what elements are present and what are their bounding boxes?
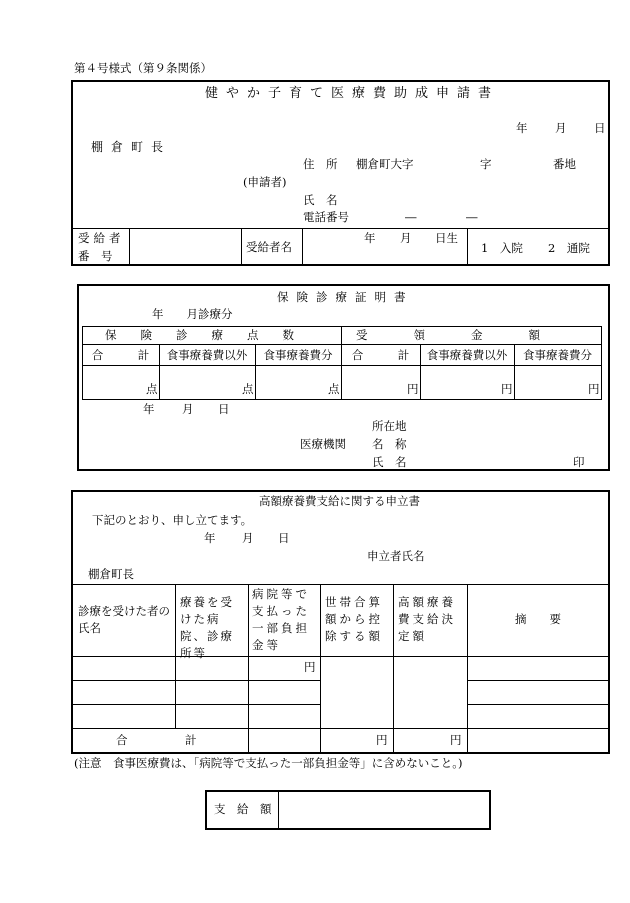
payment-label: 支 給 額 — [214, 802, 272, 816]
address-aza: 字 — [480, 157, 492, 171]
unit-yen-2: 円 — [501, 382, 513, 396]
location-label: 所在地 — [372, 419, 407, 433]
cert-date-month: 月 — [182, 402, 194, 416]
outpatient-option: 2 通院 — [548, 241, 590, 255]
unit-point-3: 点 — [328, 382, 340, 396]
petition-addressee: 棚倉町長 — [88, 567, 134, 581]
col-yen-total: 合 計 — [351, 348, 410, 362]
col-points-total: 合 計 — [91, 348, 150, 362]
col-points-non-meal: 食事療養費以外 — [166, 348, 248, 362]
cert-date-year: 年 — [143, 402, 155, 416]
recipient-name-label: 受給者名 — [246, 240, 292, 254]
petition-statement: 下記のとおり、申し立てます。 — [92, 513, 253, 527]
phone-label: 電話番号 — [303, 210, 349, 224]
app-date-month: 月 — [555, 121, 567, 135]
col-points-meal: 食事療養費分 — [263, 348, 333, 362]
col-yen-meal: 食事療養費分 — [523, 348, 592, 362]
col-remarks-header: 摘 要 — [515, 612, 561, 626]
unit-point-2: 点 — [242, 382, 254, 396]
unit-point-1: 点 — [146, 382, 158, 396]
application-box — [71, 80, 610, 266]
total-unit-yen-1: 円 — [376, 733, 388, 747]
address-label: 住 所 — [303, 157, 338, 171]
application-title: 健やか子育て医療費助成申請書 — [205, 86, 500, 101]
petition-date-day: 日 — [278, 531, 290, 545]
birth-year: 年 — [364, 231, 376, 245]
certificate-period: 年 月診療分 — [152, 307, 233, 321]
person-name-label: 氏 名 — [372, 455, 407, 469]
unit-yen-3: 円 — [588, 382, 600, 396]
total-unit-yen-2: 円 — [450, 733, 462, 747]
petition-title: 高額療養費支給に関する申立書 — [259, 494, 420, 508]
phone-dash-1: ― — [405, 210, 417, 224]
certificate-title: 保険診療証明書 — [277, 290, 414, 304]
recipient-no-label-2: 番 号 — [78, 249, 113, 263]
institution-label: 医療機関 — [300, 437, 346, 451]
address-town: 棚倉町大字 — [356, 157, 414, 171]
cert-date-day: 日 — [218, 402, 230, 416]
received-header: 受領金額 — [356, 328, 586, 342]
recipient-no-label-1: 受給者 — [78, 231, 125, 245]
applicant-label: (申請者) — [243, 175, 287, 189]
address-banchi: 番地 — [553, 157, 576, 171]
petition-total-label: 合 計 — [116, 733, 197, 747]
petition-date-year: 年 — [204, 531, 216, 545]
inpatient-option: 1 入院 — [481, 241, 523, 255]
unit-yen-1: 円 — [407, 382, 419, 396]
col-decided-header: 高額療養費支給決定額 — [398, 595, 456, 643]
col-copay-header: 病院等で支払った一部負担金等 — [252, 587, 310, 652]
name-label: 氏 名 — [303, 193, 338, 207]
form-label: 第４号様式（第９条関係） — [74, 61, 212, 75]
inst-name-label: 名 称 — [372, 437, 407, 451]
app-date-day: 日 — [594, 121, 606, 135]
birth-day: 日生 — [435, 231, 458, 245]
points-header: 保険診療点数 — [105, 328, 318, 342]
note-text: (注意 食事医療費は、「病院等で支払った一部負担金等」に含めないこと。) — [74, 756, 463, 770]
copay-unit-yen: 円 — [304, 660, 316, 674]
birth-month: 月 — [400, 231, 412, 245]
seal-mark: 印 — [573, 455, 585, 469]
col-patient-header: 診療を受けた者の氏名 — [78, 604, 170, 635]
col-yen-non-meal: 食事療養費以外 — [426, 348, 508, 362]
col-deduct-header: 世帯合算額から控除する額 — [325, 595, 383, 643]
app-date-year: 年 — [516, 121, 528, 135]
petition-date-month: 月 — [242, 531, 254, 545]
phone-dash-2: ― — [466, 210, 478, 224]
petition-applicant-name-label: 申立者氏名 — [367, 549, 425, 563]
app-addressee: 棚倉町長 — [91, 140, 172, 154]
col-hospital-header: 療養を受けた病院、診療所等 — [180, 595, 234, 660]
